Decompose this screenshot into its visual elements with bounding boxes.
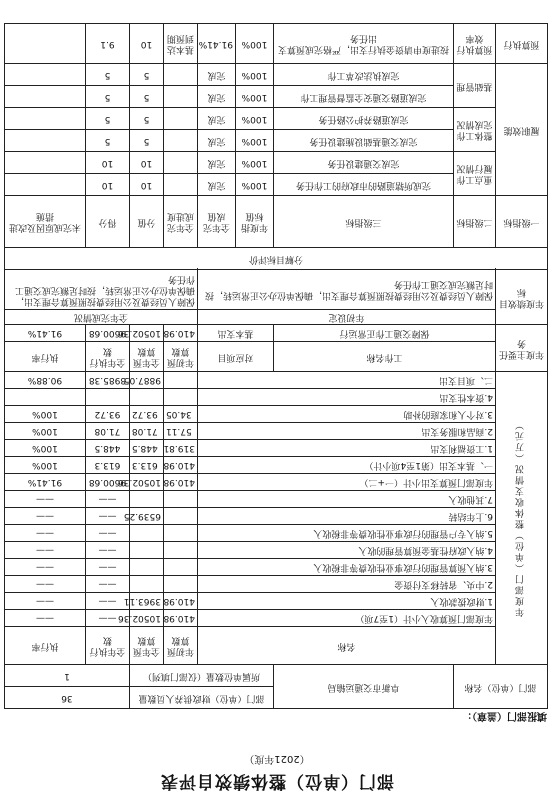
ind-reason — [4, 108, 85, 130]
budget-item-name: 6.上年结转 — [197, 508, 495, 525]
ind-score-full: 10 — [129, 152, 163, 174]
staff-count-value: 36 — [4, 687, 129, 709]
table-row — [4, 525, 547, 542]
budget-exec: 9600.68 — [85, 474, 129, 491]
goals-actual-label: 全年完成情况 — [4, 310, 197, 325]
ind-target: 100% — [235, 108, 273, 130]
sub-unit-value: 1 — [4, 665, 129, 687]
budget-item-name: 3.对个人和家庭的补助 — [197, 406, 495, 423]
ind-l3: 按进度申请资金执行支出，严格完成预算支出任务 — [273, 24, 453, 64]
staff-count-label: 部门（单位）财政供养人员数量 — [129, 687, 273, 709]
budget-exec: 71.08 — [85, 423, 129, 440]
table-row — [4, 325, 547, 342]
budget-full: 93.72 — [129, 406, 163, 423]
table-row — [4, 196, 547, 248]
budget-full — [129, 542, 163, 559]
tasks-header-rate: 执行率 — [4, 342, 85, 372]
table-row — [4, 474, 547, 491]
ind-score-full: 10 — [129, 174, 163, 196]
ind-reason — [4, 86, 85, 108]
budget-rate: —— — [4, 559, 85, 576]
ind-progress — [163, 64, 197, 86]
table-row — [4, 406, 547, 423]
ind-target: 100% — [235, 152, 273, 174]
budget-item-name: 4.纳入政府性基金预算管理的收入 — [197, 542, 495, 559]
budget-exec: —— — [85, 508, 129, 525]
task-plan: 410.98 — [163, 325, 197, 342]
budget-plan: 34.05 — [163, 406, 197, 423]
ind-header-target: 年度指标值 — [235, 196, 273, 248]
budget-exec: 8985.38 — [85, 372, 129, 389]
budget-full: 10502.36 — [129, 474, 163, 491]
ind-l3: 完成所辖道路的市政府的工作任务 — [273, 174, 453, 196]
ind-target: 100% — [235, 24, 273, 64]
ind-target: 100% — [235, 174, 273, 196]
budget-exec: —— — [85, 610, 129, 627]
ind-progress: 基本达到预期 — [163, 24, 197, 64]
ind-reason — [4, 24, 85, 64]
budget-exec: 448.5 — [85, 440, 129, 457]
budget-exec: —— — [85, 593, 129, 610]
table-row — [4, 491, 547, 508]
table-row — [4, 310, 547, 325]
budget-full — [129, 491, 163, 508]
budget-plan — [163, 508, 197, 525]
ind-header-actual: 全年完成值 — [197, 196, 235, 248]
budget-exec: 93.72 — [85, 406, 129, 423]
budget-full — [129, 525, 163, 542]
budget-rate: 100% — [4, 406, 85, 423]
tasks-header-name: 工作名称 — [273, 342, 495, 372]
budget-plan — [163, 525, 197, 542]
tasks-header-fund: 对应项目 — [197, 342, 273, 372]
budget-header-exec: 全年执行数 — [85, 627, 129, 665]
table-row — [4, 627, 547, 665]
table-row — [4, 542, 547, 559]
budget-plan — [163, 559, 197, 576]
budget-item-name: 年度部门预算支出小计（一+二） — [197, 474, 495, 491]
task-fund: 基本支出 — [197, 325, 273, 342]
budget-exec: 613.3 — [85, 457, 129, 474]
ind-score: 10 — [85, 174, 129, 196]
ind-score-full: 5 — [129, 130, 163, 152]
goals-side-label: 年度绩效目标 — [496, 270, 548, 325]
budget-rate: —— — [4, 542, 85, 559]
budget-exec: —— — [85, 576, 129, 593]
ind-score: 5 — [85, 64, 129, 86]
table-row — [4, 372, 547, 389]
table-row — [4, 576, 547, 593]
table-row — [4, 610, 547, 627]
ind-score: 5 — [85, 86, 129, 108]
goals-plan-text: 保障人员经费及公用经费按照预算合理支出，确保单位办公正常运转，按时足额完成交通工作任务 — [197, 270, 495, 310]
ind-l2: 基础管理 — [453, 64, 495, 108]
ind-score-full: 5 — [129, 108, 163, 130]
budget-full: 10502.36 — [129, 610, 163, 627]
ind-header-l3: 三级指标 — [273, 196, 453, 248]
tasks-header-plan: 年初预算数 — [163, 342, 197, 372]
table-row — [4, 248, 547, 270]
task-full: 10502.36 — [129, 325, 163, 342]
ind-header-progress: 全年完成进度 — [163, 196, 197, 248]
budget-item-name: 2.中央、省转移支付资金 — [197, 576, 495, 593]
budget-plan — [163, 542, 197, 559]
budget-rate: —— — [4, 525, 85, 542]
ind-actual: 完成 — [197, 64, 235, 86]
budget-plan — [163, 491, 197, 508]
budget-header-item: 名称 — [197, 627, 495, 665]
budget-item-name: 1.工资福利支出 — [197, 440, 495, 457]
goals-actual-text: 保障人员经费及公用经费按照预算合理支出，确保单位办公正常运转，按时足额完成交通工作任务 — [4, 270, 197, 310]
ind-reason — [4, 152, 85, 174]
fill-unit-label: 填报部门（盖章）： — [462, 710, 547, 721]
budget-rate: —— — [4, 576, 85, 593]
ind-header-reason: 未完成原因及改进措施 — [4, 196, 85, 248]
budget-item-name: 5.纳入专户管理的行政事业性收费等非税收入 — [197, 525, 495, 542]
budget-full: 613.3 — [129, 457, 163, 474]
ind-progress — [163, 174, 197, 196]
ind-target: 100% — [235, 64, 273, 86]
budget-item-name: 4.资本性支出 — [197, 389, 495, 406]
ind-l3: 完成执法改革工作 — [273, 64, 453, 86]
tasks-header-exec: 全年执行数 — [85, 342, 129, 372]
task-exec: 9600.68 — [85, 325, 129, 342]
budget-full: 9887.05 — [129, 372, 163, 389]
ind-score-full: 5 — [129, 64, 163, 86]
ind-progress — [163, 152, 197, 174]
ind-l3: 完成道路养护公路任务 — [273, 108, 453, 130]
budget-rate: —— — [4, 491, 85, 508]
budget-rate: 91.41% — [4, 474, 85, 491]
document-year: （2021年度） — [244, 753, 310, 764]
table-row — [4, 423, 547, 440]
ind-score: 10 — [85, 152, 129, 174]
ind-l1: 预算执行 — [496, 24, 548, 64]
budget-full — [129, 389, 163, 406]
budget-exec: —— — [85, 525, 129, 542]
ind-actual: 完成 — [197, 86, 235, 108]
table-row — [4, 508, 547, 525]
budget-header-rate: 执行率 — [4, 627, 85, 665]
budget-exec: —— — [85, 542, 129, 559]
budget-full — [129, 559, 163, 576]
table-row — [4, 687, 547, 709]
budget-full: 71.08 — [129, 423, 163, 440]
budget-plan: 410.98 — [163, 593, 197, 610]
budget-plan: 57.11 — [163, 423, 197, 440]
ind-reason — [4, 64, 85, 86]
budget-exec — [85, 389, 129, 406]
ind-header-score: 得分 — [85, 196, 129, 248]
budget-item-name: 年度部门预算收入小计（1至7项） — [197, 610, 495, 627]
table-row — [4, 174, 547, 196]
evaluation-table — [4, 23, 548, 709]
ind-target: 100% — [235, 86, 273, 108]
tasks-side-label: 年度主要任务 — [496, 325, 548, 372]
ind-score: 9.1 — [85, 24, 129, 64]
ind-actual: 完成 — [197, 174, 235, 196]
budget-plan — [163, 372, 197, 389]
ind-progress — [163, 86, 197, 108]
ind-l3: 完成交通建设任务 — [273, 152, 453, 174]
dept-name-value: 阜新市交通运输局 — [273, 665, 453, 709]
table-row — [4, 457, 547, 474]
table-row — [4, 86, 547, 108]
budget-header-plan: 年初预算数 — [163, 627, 197, 665]
budget-side-label: 年度部门（单位）整体收支情况（万元） — [496, 372, 548, 665]
budget-exec: —— — [85, 491, 129, 508]
ind-header-score-full: 分值 — [129, 196, 163, 248]
budget-full: 448.5 — [129, 440, 163, 457]
budget-full: 3963.11 — [129, 593, 163, 610]
budget-item-name: 一、基本支出（第1至4项小计） — [197, 457, 495, 474]
ind-score-full: 10 — [129, 24, 163, 64]
budget-item-name: 二、项目支出 — [197, 372, 495, 389]
budget-plan — [163, 389, 197, 406]
ind-l2: 重点工作履行情况 — [453, 152, 495, 196]
table-row — [4, 342, 547, 372]
ind-reason — [4, 174, 85, 196]
budget-rate: 100% — [4, 440, 85, 457]
ind-progress — [163, 130, 197, 152]
table-row — [4, 270, 547, 310]
ind-l2: 整体工作完成情况 — [453, 108, 495, 152]
task-rate: 91.41% — [4, 325, 85, 342]
budget-item-name: 7.其他收入 — [197, 491, 495, 508]
goals-plan-label: 年初设定 — [197, 310, 495, 325]
ind-l2: 预算执行效率 — [453, 24, 495, 64]
budget-rate: 100% — [4, 423, 85, 440]
budget-plan: 319.81 — [163, 440, 197, 457]
budget-rate: —— — [4, 610, 85, 627]
budget-item-name: 2.商品和服务支出 — [197, 423, 495, 440]
ind-score-full: 5 — [129, 86, 163, 108]
table-row — [4, 440, 547, 457]
sub-unit-label: 所属单位数量（仅部门填列） — [129, 665, 273, 687]
indicators-section-title: 分解目标评价 — [4, 248, 547, 270]
budget-plan: 410.98 — [163, 610, 197, 627]
budget-full — [129, 576, 163, 593]
budget-plan — [163, 576, 197, 593]
ind-actual: 完成 — [197, 108, 235, 130]
budget-rate: 100% — [4, 457, 85, 474]
budget-plan: 410.98 — [163, 474, 197, 491]
document-title: 部门（单位）整体绩效自评表 — [160, 771, 394, 791]
ind-target: 100% — [235, 130, 273, 152]
budget-item-name: 1.财政拨款收入 — [197, 593, 495, 610]
ind-reason — [4, 130, 85, 152]
budget-item-name: 3.纳入预算管理的行政事业性收费等非税收入 — [197, 559, 495, 576]
budget-rate: —— — [4, 593, 85, 610]
ind-l3: 完成道路交通安全监督管理工作 — [273, 86, 453, 108]
table-row — [4, 593, 547, 610]
ind-header-l1: 一级指标 — [496, 196, 548, 248]
table-row — [4, 559, 547, 576]
ind-header-l2: 二级指标 — [453, 196, 495, 248]
budget-exec: —— — [85, 559, 129, 576]
tasks-header-full: 全年预算数 — [129, 342, 163, 372]
dept-name-label: 部门（单位）名称 — [453, 665, 547, 709]
budget-rate: —— — [4, 508, 85, 525]
budget-plan: 410.98 — [163, 457, 197, 474]
budget-rate: 90.88% — [4, 372, 85, 389]
table-row — [4, 130, 547, 152]
ind-progress — [163, 108, 197, 130]
ind-score: 5 — [85, 108, 129, 130]
table-row — [4, 389, 547, 406]
ind-actual: 完成 — [197, 152, 235, 174]
task-name: 保障交通工作正常运行 — [273, 325, 495, 342]
ind-actual: 完成 — [197, 130, 235, 152]
ind-l3: 完成交通基础设施建设任务 — [273, 130, 453, 152]
table-row — [4, 24, 547, 64]
budget-rate — [4, 389, 85, 406]
budget-header-full: 全年预算数 — [129, 627, 163, 665]
ind-score: 5 — [85, 130, 129, 152]
ind-l1: 履职效能 — [496, 64, 548, 196]
budget-full: 6539.25 — [129, 508, 163, 525]
ind-actual: 91.41% — [197, 24, 235, 64]
